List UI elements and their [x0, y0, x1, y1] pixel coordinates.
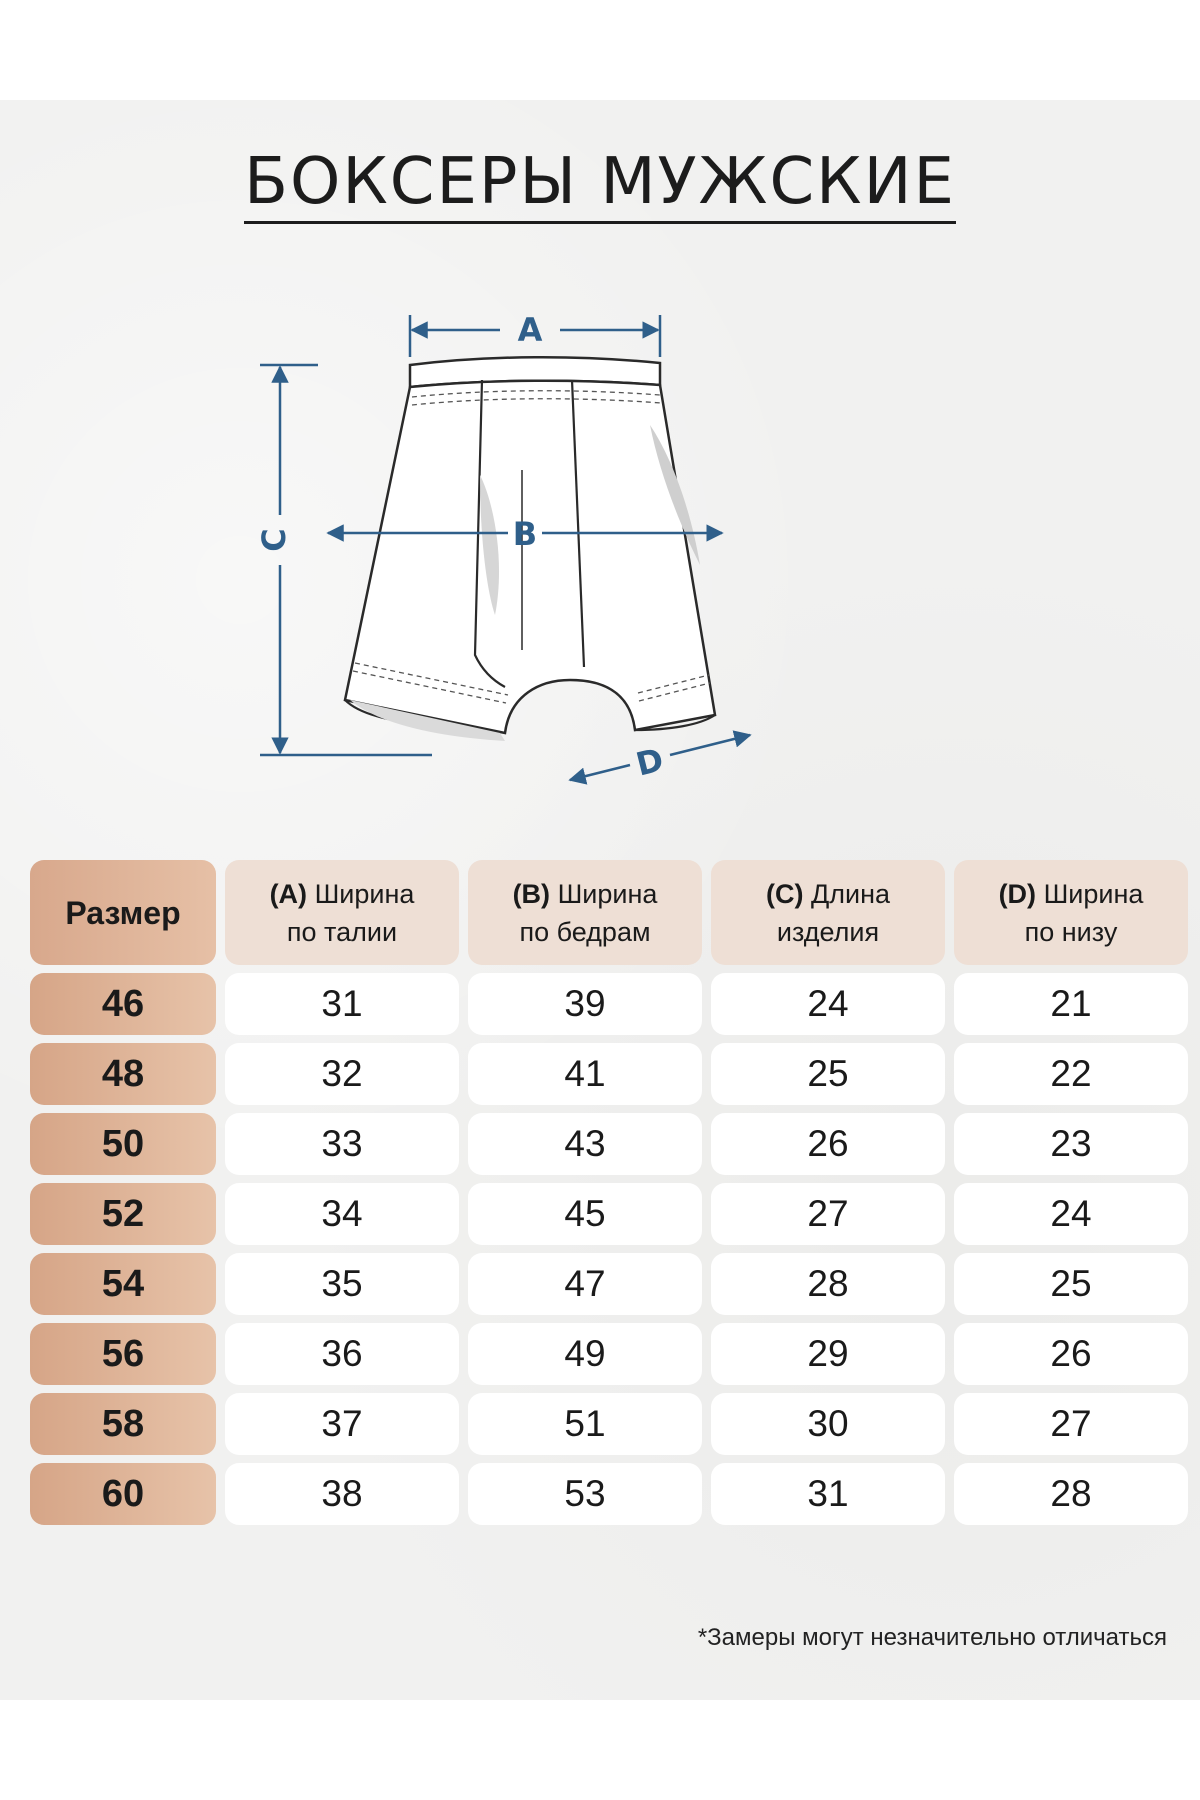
value-cell: 24: [711, 973, 945, 1035]
value-cell: 28: [954, 1463, 1188, 1525]
size-cell: 46: [30, 973, 216, 1035]
value-cell: 38: [225, 1463, 459, 1525]
value-cell: 27: [711, 1183, 945, 1245]
table-row: [30, 1253, 1185, 1315]
value-cell: 26: [954, 1323, 1188, 1385]
header-length: (C) Длина изделия: [711, 860, 945, 965]
value-cell: 25: [954, 1253, 1188, 1315]
value-cell: 43: [468, 1113, 702, 1175]
value-cell: 31: [711, 1463, 945, 1525]
value-cell: 24: [954, 1183, 1188, 1245]
size-cell: 48: [30, 1043, 216, 1105]
value-cell: 37: [225, 1393, 459, 1455]
boxers-diagram: [255, 295, 900, 795]
table-row: [30, 1113, 1185, 1175]
size-cell: 60: [30, 1463, 216, 1525]
value-cell: 33: [225, 1113, 459, 1175]
value-cell: 28: [711, 1253, 945, 1315]
header-hip-width: (B) Ширина по бедрам: [468, 860, 702, 965]
footnote: *Замеры могут незначительно отличаться: [697, 1624, 1167, 1651]
value-cell: 21: [954, 973, 1188, 1035]
value-cell: 27: [954, 1393, 1188, 1455]
value-cell: 51: [468, 1393, 702, 1455]
value-cell: 34: [225, 1183, 459, 1245]
table-row: [30, 973, 1185, 1035]
table-row: [30, 1183, 1185, 1245]
size-cell: 56: [30, 1323, 216, 1385]
table-row: [30, 1463, 1185, 1525]
value-cell: 32: [225, 1043, 459, 1105]
value-cell: 35: [225, 1253, 459, 1315]
value-cell: 25: [711, 1043, 945, 1105]
label-d: D: [632, 740, 668, 784]
size-table: [30, 860, 1185, 1533]
size-cell: 52: [30, 1183, 216, 1245]
value-cell: 30: [711, 1393, 945, 1455]
value-cell: 53: [468, 1463, 702, 1525]
table-header: [30, 860, 1185, 965]
value-cell: 47: [468, 1253, 702, 1315]
label-a: A: [517, 311, 543, 349]
header-waist-width: (A) Ширина по талии: [225, 860, 459, 965]
page-title: БОКСЕРЫ МУЖСКИЕ: [0, 145, 1200, 219]
header-bottom-width: (D) Ширина по низу: [954, 860, 1188, 965]
table-row: [30, 1393, 1185, 1455]
table-row: [30, 1043, 1185, 1105]
value-cell: 41: [468, 1043, 702, 1105]
size-cell: 54: [30, 1253, 216, 1315]
label-c: C: [255, 528, 293, 552]
value-cell: 45: [468, 1183, 702, 1245]
value-cell: 23: [954, 1113, 1188, 1175]
value-cell: 26: [711, 1113, 945, 1175]
value-cell: 29: [711, 1323, 945, 1385]
value-cell: 49: [468, 1323, 702, 1385]
label-b: B: [512, 515, 538, 553]
value-cell: 31: [225, 973, 459, 1035]
value-cell: 36: [225, 1323, 459, 1385]
table-row: [30, 1323, 1185, 1385]
header-size: Размер: [30, 860, 216, 965]
value-cell: 39: [468, 973, 702, 1035]
value-cell: 22: [954, 1043, 1188, 1105]
size-cell: 58: [30, 1393, 216, 1455]
size-cell: 50: [30, 1113, 216, 1175]
